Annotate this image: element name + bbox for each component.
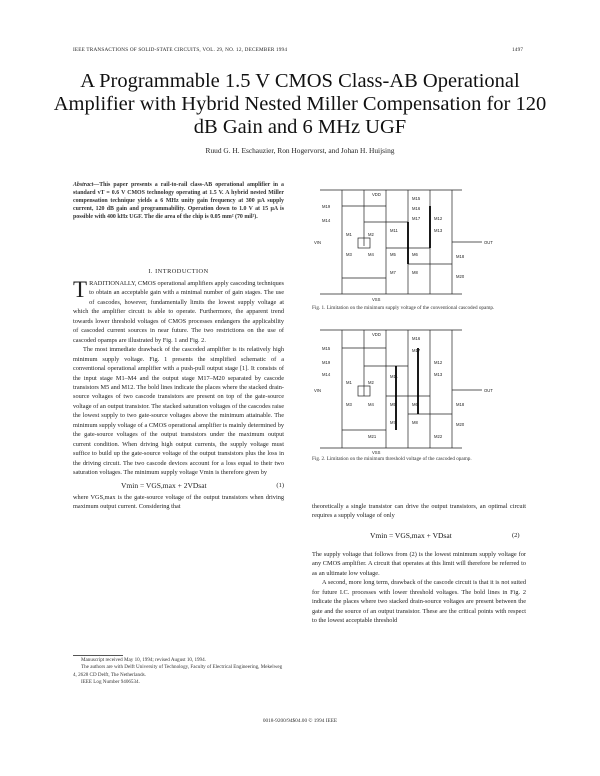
fig2-label: M16 [412,336,421,341]
fig1-label: M20 [456,274,465,279]
left-column-body [73,279,284,511]
fig2-label-out: OUT [484,388,493,393]
fig1-label: M19 [322,204,331,209]
fig2-label: M7 [390,420,396,425]
fig1-label: M15 [412,196,421,201]
fig1-label: M6 [412,252,418,257]
fig2-label: M22 [434,434,443,439]
fig2-label-vin: VIN [314,388,321,393]
fig2-label-vss: VSS [372,450,381,454]
fig1-label: M17 [412,216,421,221]
intro-paragraph-1: TRADITIONALLY, CMOS operational amplifiers apply cascoding techniques to obtain an acceptable gain with a minimal number of gain stages. The use of cascodes, however, fundamentally limits the lowest supply voltage at which the amplifier circuit is able to operate. Furthermore, the apparent trend towards lower threshold voltages of CMOS processes endangers the applicability of cascoded current sources in near future. The two restrictions on the use of cascoded opamps are illustrated by Fig. 1 and Fig. 2. [73,277,284,344]
fig2-label: M15 [322,346,331,351]
fig2-label: M4 [368,402,374,407]
fig1-label: M1 [346,232,352,237]
right-paragraph-1: theoretically a single transistor can drive the output transistors, an optimal circuit requires a supply voltage of only [312,503,526,520]
fig2-label: M8 [412,420,418,425]
fig2-label: M3 [346,402,352,407]
fig2-label: M21 [368,434,377,439]
fig1-label-out: OUT [484,240,493,245]
fig2-label: M20 [456,422,465,427]
section-heading: I. INTRODUCTION [148,268,209,275]
equation-1-number: (1) [276,481,284,489]
drop-cap: T [73,277,88,302]
right-paragraph-2: The supply voltage that follows from (2) is the lowest minimum supply voltage for any CMOS amplifier. A circuit that operates at this limit will therefore be referred to as an ultimate low voltage. [312,551,526,577]
figure-2-schematic [312,326,526,454]
figure-2-caption: Fig. 2. Limitation on the minimum threshold voltage of the cascoded opamp. [312,456,472,462]
fig1-label-vdd: VDD [372,192,381,197]
fig1-label: M7 [390,270,396,275]
paper-title: A Programmable 1.5 V CMOS Class-AB Operational Amplifier with Hybrid Nested Miller Compensation for 120 dB Gain and 6 MHz UGF [53,70,547,138]
fig2-label: M13 [434,372,443,377]
fig1-label-vss: VSS [372,297,381,302]
footnote-rule [73,655,123,656]
equation-1-row [73,478,284,493]
fig1-label: M3 [346,252,352,257]
fig2-label: M5 [390,402,396,407]
fig2-label: M2 [368,380,374,385]
intro-paragraph-3: where VGS,max is the gate-source voltage of the output transistors when driving maximum output current. Considering that [73,493,284,510]
footnote: Manuscript received May 10, 1994; revised August 10, 1994. The authors are with Delft University of Technology, Faculty of Electrical Engineering, Mekelweg 4, 2628 CD Delft, The Netherlands. IEEE Log Number 9406534. [73,657,283,685]
fig2-label-vdd: VDD [372,332,381,337]
intro-paragraph-2: The most immediate drawback of the cascoded amplifier is its relatively high minimum supply voltage. Fig. 1 presents the simplified schematic of a conventional operational amplifier with a push-pull output stage [1]. It consists of the input stage M1–M4 and the output stage M17–M20 separated by cascode transistors M5 and M12. The bold lines indicate the places where the stacked drain-source voltages of two cascode transistors are present on top of the gate-source voltage of an output transistor. The stacked saturation voltages of the cascodes raise the lowest supply to two gate-source voltages above the minimum attainable. The minimum supply voltage of a CMOS operational amplifier is mainly determined by the gate-source voltages of the output transistors under the maximum output current condition. When driving high output currents, the supply voltage must suffice to build up the gate-source voltage of the output transistors plus the loss in the driving circuit. The two cascode devices account for a loss equal to their two saturation voltages. The minimum supply voltage Vmin is therefore given by [73,346,284,477]
copyright-footer: 0018-9200/94$04.00 © 1994 IEEE [262,718,338,724]
fig2-label: M6 [412,402,418,407]
page-number: 1497 [512,47,524,53]
fig2-label: M19 [322,360,331,365]
figure-1-caption: Fig. 1. Limitation on the minimum supply voltage of the conventional cascoded opamp. [312,305,495,311]
fig2-label: M18 [456,402,465,407]
fig2-label: M17 [412,348,421,353]
equation-2-number: (2) [512,532,520,539]
fig1-label-vin: VIN [314,240,321,245]
author-line: Ruud G. H. Eschauzier, Ron Hogervorst, and Johan H. Huijsing [205,146,395,155]
equation-1: Vmin = VGS,max + 2VDsat [121,480,207,490]
running-header: IEEE TRANSACTIONS OF SOLID-STATE CIRCUITS, VOL. 29, NO. 12, DECEMBER 1994 [73,47,288,53]
fig1-label: M14 [322,218,331,223]
abstract-text: This paper presents a rail-to-rail class-AB operational amplifier in a standard vT = 0.6 V CMOS technology operating at 1.5 V. A hybrid nested Miller compensation technique yields a 6 MHz unity gain frequency at 300 μA supply current, 120 dB gain and programmability. Operation down to 1.0 V at 15 μA is possible with 400 kHz UGF. The die area of the chip is 0.05 mm² (70 mil²). [73,182,284,221]
fig2-label: M14 [322,372,331,377]
fig2-label: M12 [434,360,443,365]
right-paragraph-3: A second, more long term, drawback of the cascode circuit is that it is not suited for future I.C. processes with lower threshold voltages. The bold lines in Fig. 2 indicate the places where two stacked drain-source voltages are present between the gate and the source of an output transistor. These are the critical points with respect to the lowest acceptable threshold [312,579,526,625]
fig1-label: M5 [390,252,396,257]
abstract-label: Abstract— [73,182,100,188]
fig1-label: M12 [434,216,443,221]
fig2-label: M11 [390,374,398,379]
fig1-label: M8 [412,270,418,275]
fig1-label: M13 [434,228,443,233]
abstract [73,181,284,221]
right-column-body [312,550,526,626]
fig2-label: M1 [346,380,352,385]
fig1-label: M11 [390,228,398,233]
fig1-label: M16 [412,206,421,211]
fig1-label: M18 [456,254,465,259]
equation-2: Vmin = VGS,max + VDsat [370,531,452,540]
fig1-label: M4 [368,252,374,257]
figure-1-schematic [312,186,526,302]
fig1-label: M2 [368,232,374,237]
